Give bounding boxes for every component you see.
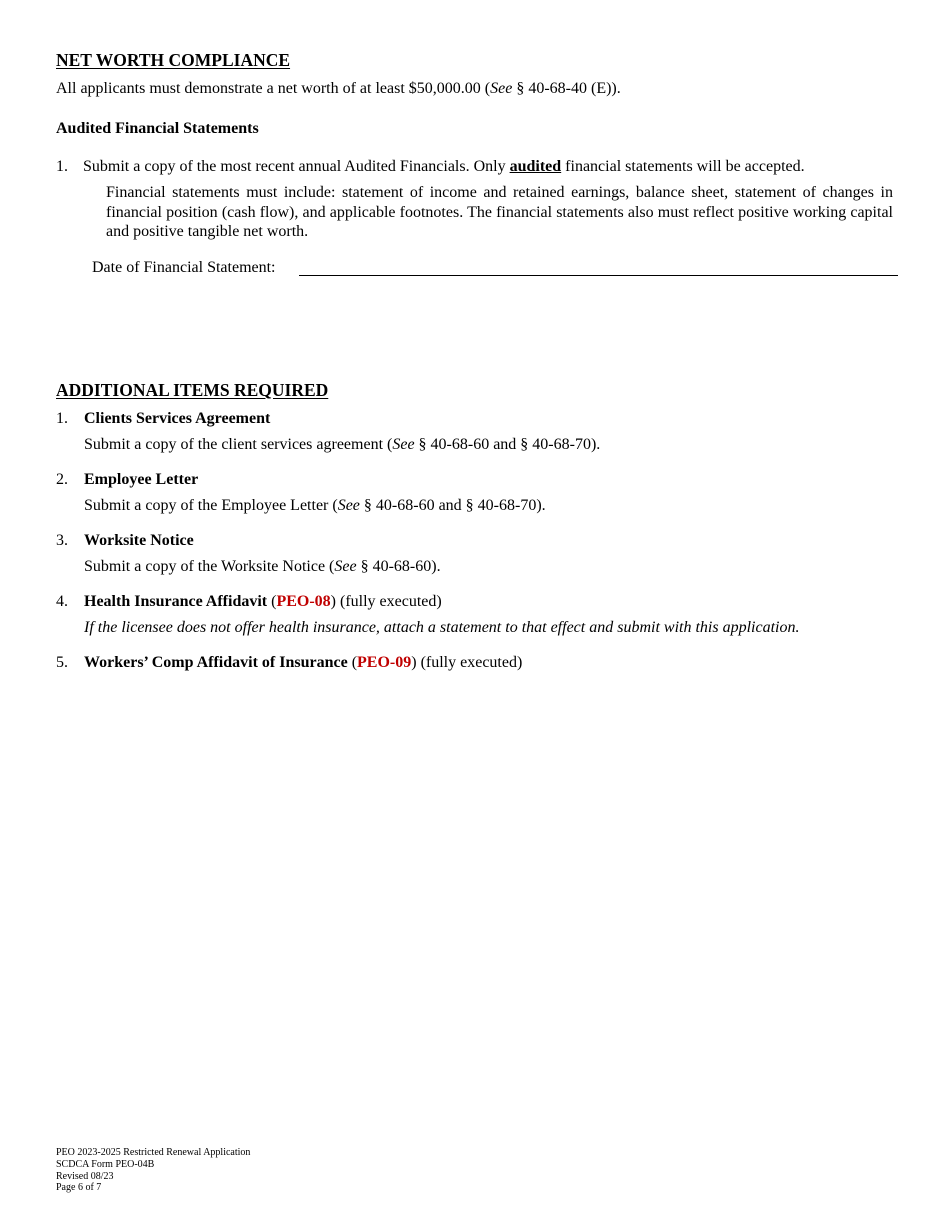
item-title-workers-comp-affidavit [84,654,522,672]
form-link-peo-09[interactable]: PEO-09 [357,654,412,671]
item-title-text: Health Insurance Affidavit [84,593,268,610]
form-link-peo-08[interactable]: PEO-08 [276,593,331,610]
desc-text-b: § 40-68-60 and § 40-68-70). [359,497,546,514]
health-insurance-note: If the licensee does not offer health insurance, attach a statement to that effect and submit with this application. [84,619,800,636]
audited-emphasis: audited [509,158,562,175]
paren-open: ( [267,593,277,610]
item-number: 4. [56,593,68,610]
item-title-text: Workers’ Comp Affidavit of Insurance [84,654,348,671]
date-of-financial-statement-field[interactable] [299,275,898,276]
paren-close: ) (fully executed) [330,593,442,610]
desc-see: See [392,436,415,453]
item-number: 1. [56,410,68,427]
desc-text-a: Submit a copy of the Employee Letter ( [84,497,338,514]
intro-text-a: All applicants must demonstrate a net worth of at least $50,000.00 ( [56,80,491,97]
audited-item-text [83,158,805,176]
audited-financials-subheading: Audited Financial Statements [56,120,259,137]
intro-see: See [490,80,513,97]
footer-form-title: PEO 2023-2025 Restricted Renewal Application [56,1147,251,1158]
item-number: 3. [56,532,68,549]
audited-item-number: 1. [56,158,68,175]
page-footer [56,1147,250,1194]
net-worth-intro [56,80,621,98]
desc-see: See [334,558,357,575]
desc-text-b: § 40-68-60 and § 40-68-70). [414,436,601,453]
item-title-health-insurance-affidavit [84,593,442,611]
item-title-employee-letter: Employee Letter [84,471,199,488]
footer-page-number: Page 6 of 7 [56,1182,102,1194]
desc-see: See [337,497,360,514]
paren-close: ) (fully executed) [411,654,523,671]
desc-text-b: § 40-68-60). [356,558,441,575]
financial-statements-details: Financial statements must include: statement of income and retained earnings, balance sheet, statement of changes in financial position (cash flow), and applicable footnotes. The financial statements also must reflect positive working capital and positive tangible net worth. [106,184,893,240]
net-worth-heading: NET WORTH COMPLIANCE [56,50,291,70]
item-number: 5. [56,654,68,671]
item-description [84,558,441,576]
item-description [84,436,600,454]
item-title-worksite-notice: Worksite Notice [84,532,194,549]
footer-form-id: SCDCA Form PEO-04B [56,1158,155,1170]
date-of-financial-statement-label: Date of Financial Statement: [92,259,276,276]
item-title-clients-services-agreement: Clients Services Agreement [84,410,271,427]
intro-text-b: § 40-68-40 (E)). [512,80,621,97]
desc-text-a: Submit a copy of the Worksite Notice ( [84,558,335,575]
audited-text-a: Submit a copy of the most recent annual Audited Financials. Only [83,158,510,175]
desc-text-a: Submit a copy of the client services agreement ( [84,436,393,453]
item-description [84,497,546,515]
item-number: 2. [56,471,68,488]
footer-revision: Revised 08/23 [56,1170,114,1182]
additional-items-heading: ADDITIONAL ITEMS REQUIRED [56,380,329,400]
audited-text-b: financial statements will be accepted. [561,158,805,175]
paren-open: ( [347,654,358,671]
